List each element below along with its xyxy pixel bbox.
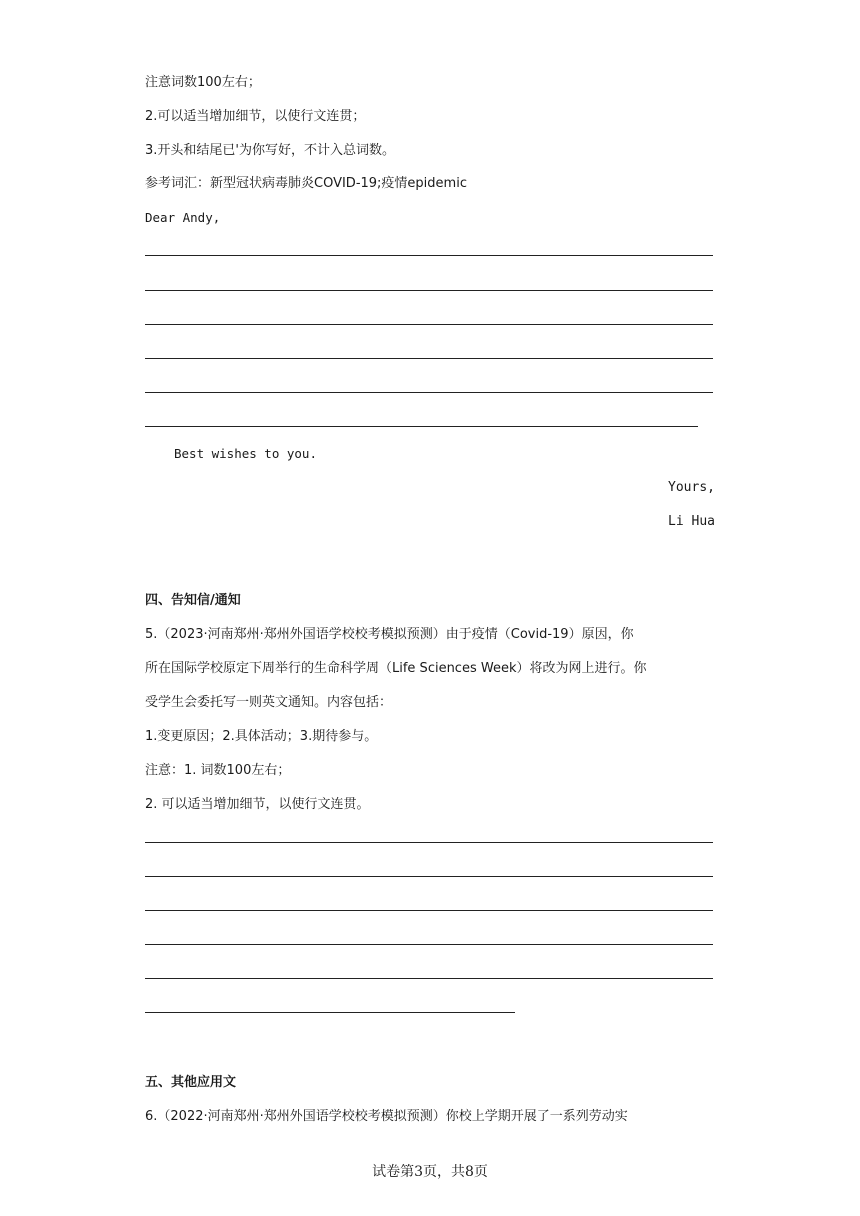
question-5-note: 注意：1. 词数100左右； — [145, 763, 291, 778]
page-footer: 试卷第3页，共8页 — [372, 1164, 488, 1180]
reference-vocabulary: 参考词汇：新型冠状病毒肺炎COVID-19;疫情epidemic — [145, 176, 467, 191]
answer-line[interactable] — [145, 978, 713, 979]
instruction-word-count: 注意词数100左右； — [145, 75, 261, 90]
question-5-line: 所在国际学校原定下周举行的生命科学周（Life Sciences Week）将改为网上进行。你 — [145, 661, 647, 676]
section-heading-other: 五、其他应用文 — [145, 1075, 237, 1090]
question-5-note: 2. 可以适当增加细节，以使行文连贯。 — [145, 797, 370, 812]
answer-line[interactable] — [145, 1012, 515, 1013]
answer-line[interactable] — [145, 842, 713, 843]
answer-line[interactable] — [145, 876, 713, 877]
letter-closing-yours: Yours, — [668, 480, 715, 495]
question-5-line: 受学生会委托写一则英文通知。内容包括： — [145, 695, 393, 710]
instruction-details: 2.可以适当增加细节，以使行文连贯； — [145, 109, 366, 124]
section-heading-notice: 四、告知信/通知 — [145, 593, 241, 608]
answer-line[interactable] — [145, 255, 713, 256]
letter-signature: Li Hua — [668, 514, 715, 529]
answer-line[interactable] — [145, 324, 713, 325]
answer-line[interactable] — [145, 290, 713, 291]
answer-line[interactable] — [145, 392, 713, 393]
question-6-line: 6.（2022·河南郑州·郑州外国语学校校考模拟预测）你校上学期开展了一系列劳动实 — [145, 1109, 628, 1124]
letter-salutation: Dear Andy, — [145, 210, 221, 225]
letter-closing-wish: Best wishes to you. — [174, 446, 317, 461]
answer-line[interactable] — [145, 910, 713, 911]
answer-line[interactable] — [145, 358, 713, 359]
question-5-requirements: 1.变更原因；2.具体活动；3.期待参与。 — [145, 729, 378, 744]
instruction-opening-closing: 3.开头和结尾已'为你写好，不计入总词数。 — [145, 143, 395, 158]
question-5-line: 5.（2023·河南郑州·郑州外国语学校校考模拟预测）由于疫情（Covid-19）原因，你 — [145, 627, 634, 642]
answer-line[interactable] — [145, 944, 713, 945]
answer-line[interactable] — [145, 426, 698, 427]
